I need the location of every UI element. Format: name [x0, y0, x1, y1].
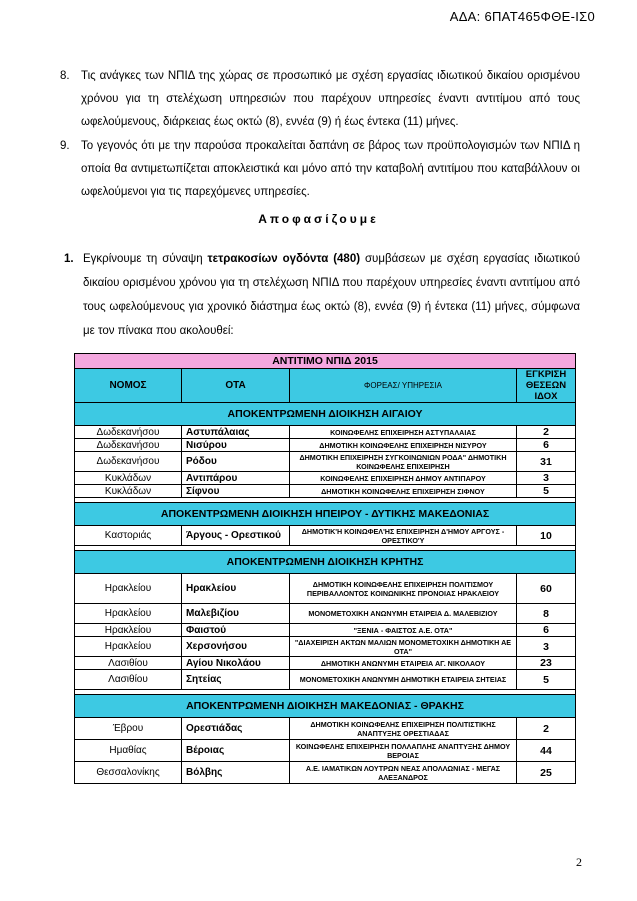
region-row	[75, 503, 576, 526]
item-number: 8.	[60, 70, 70, 82]
ada-code: ΑΔΑ: 6ΠΑΤ465ΦΘΕ-ΙΣ0	[449, 9, 595, 24]
table-row	[75, 657, 576, 670]
count-cell: 5	[517, 485, 576, 498]
table-row	[75, 485, 576, 498]
item-8	[60, 65, 580, 134]
count-cell: 2	[517, 718, 576, 740]
count-cell: 3	[517, 637, 576, 657]
foreas-cell: ΔΗΜΟΤΙΚΗ ΚΟΙΝΩΦΕΛΗΣ ΕΠΙΧΕΙΡΗΣΗ ΠΟΛΙΤΙΣΤΙΚΗΣ ΑΝΑΠΤΥΞΗΣ ΟΡΕΣΤΙΑΔΑΣ	[290, 718, 517, 740]
count-cell: 25	[517, 762, 576, 784]
ota-cell: Μαλεβιζίου	[182, 604, 290, 624]
ota-cell: Βέροιας	[182, 740, 290, 762]
nomos-cell: Δωδεκανήσου	[75, 439, 182, 452]
region-name: ΑΠΟΚΕΝΤΡΩΜΕΝΗ ΔΙΟΙΚΗΣΗ ΗΠΕΙΡΟΥ - ΔΥΤΙΚΗΣ ΜΑΚΕΔΟΝΙΑΣ	[75, 503, 576, 526]
ota-cell: Ορεστιάδας	[182, 718, 290, 740]
ota-cell: Σητείας	[182, 670, 290, 690]
decision-text	[83, 247, 580, 343]
nomos-cell: Δωδεκανήσου	[75, 452, 182, 472]
column-header-count: ΕΓΚΡΙΣΗ ΘΕΣΕΩΝ ΙΔΟΧ	[517, 369, 576, 403]
table-row	[75, 452, 576, 472]
decision-number: 1.	[64, 253, 74, 265]
page-number: 2	[576, 855, 582, 869]
foreas-cell: ΚΟΙΝΩΦΕΛΗΣ ΕΠΙΧΕΙΡΗΣΗ ΔΗΜΟΥ ΑΝΤΙΠΑΡΟΥ	[290, 472, 517, 485]
table-row	[75, 670, 576, 690]
decision-paragraph	[58, 247, 580, 343]
positions-table	[74, 353, 576, 784]
nomos-cell: Λασιθίου	[75, 657, 182, 670]
ota-cell: Αντιπάρου	[182, 472, 290, 485]
region-row	[75, 403, 576, 426]
foreas-cell: ΚΟΙΝΩΦΕΛΗΣ ΕΠΙΧΕΙΡΗΣΗ ΠΟΛΛΑΠΛΗΣ ΑΝΑΠΤΥΞΗΣ ΔΗΜΟΥ ΒΕΡΟΙΑΣ	[290, 740, 517, 762]
region-name: ΑΠΟΚΕΝΤΡΩΜΕΝΗ ΔΙΟΙΚΗΣΗ ΜΑΚΕΔΟΝΙΑΣ - ΘΡΑΚΗΣ	[75, 695, 576, 718]
foreas-cell: ΜΟΝΟΜΕΤΟΧΙΚΗ ΑΝΩΝΥΜΗ ΔΗΜΟΤΙΚΗ ΕΤΑΙΡΕΙΑ ΣΗΤΕΙΑΣ	[290, 670, 517, 690]
foreas-cell: "ΔΙΑΧΕΙΡΙΣΗ ΑΚΤΩΝ ΜΑΛΙΩΝ ΜΟΝΟΜΕΤΟΧΙΚΗ ΔΗΜΟΤΙΚΗ ΑΕ ΟΤΑ"	[290, 637, 517, 657]
decision-text-post: συμβάσεων με σχέση εργασίας ιδιωτικού δικαίου ορισμένου χρόνου για τη στελέχωση ΝΠΙΔ που παρέχουν υπηρεσίες έναντι αντιτίμου από τους ωφελούμενους για χρονικό διάστημα έως οκτώ (8), εννέα (9) ή έντεκα (11) μήνες, σύμφωνα με τον πίνακα που ακολουθεί:	[83, 253, 580, 337]
table-header-row	[75, 369, 576, 403]
nomos-cell: Ηρακλείου	[75, 624, 182, 637]
nomos-cell: Έβρου	[75, 718, 182, 740]
foreas-cell: ΔΗΜΟΤΙΚΗ ΚΟΙΝΩΦΕΛΗΣ ΕΠΙΧΕΙΡΗΣΗ ΣΙΦΝΟΥ	[290, 485, 517, 498]
foreas-cell: ΔΗΜΟΤΙΚΗ ΚΟΙΝΩΦΕΛΗΣ ΕΠΙΧΕΙΡΗΣΗ ΝΙΣΥΡΟΥ	[290, 439, 517, 452]
ota-cell: Άργους - Ορεστικού	[182, 526, 290, 546]
item-text: Τις ανάγκες των ΝΠΙΔ της χώρας σε προσωπικό με σχέση εργασίας ιδιωτικού δικαίου ορισμένου χρόνου για τη στελέχωση υπηρεσιών που παρέχουν υπηρεσίες έναντι αντιτίμου από τους ωφελούμενους, διάρκειας έως οκτώ (8), εννέα (9) ή έως έντεκα (11) μήνες.	[81, 70, 580, 128]
table-row	[75, 472, 576, 485]
ota-cell: Χερσονήσου	[182, 637, 290, 657]
table-row	[75, 637, 576, 657]
region-row	[75, 551, 576, 574]
foreas-cell: ΔΗΜΟΤΙΚΗ ΑΝΩΝΥΜΗ ΕΤΑΙΡΕΙΑ ΑΓ. ΝΙΚΟΛΑΟΥ	[290, 657, 517, 670]
ota-cell: Σίφνου	[182, 485, 290, 498]
column-header-nomos: ΝΟΜΟΣ	[75, 369, 182, 403]
count-cell: 6	[517, 624, 576, 637]
count-cell: 10	[517, 526, 576, 546]
decision-text-pre: Εγκρίνουμε τη σύναψη	[83, 253, 208, 265]
table-title-row	[75, 354, 576, 369]
decide-heading: Αποφασίζουμε	[258, 212, 379, 226]
ota-cell: Αγίου Νικολάου	[182, 657, 290, 670]
table-row	[75, 574, 576, 604]
item-text: Το γεγονός ότι με την παρούσα προκαλείται δαπάνη σε βάρος των προϋπολογισμών των ΝΠΙΔ η οποία θα αντιμετωπίζεται αποκλειστικά και μόνο από την καταβολή αντιτίμου που καταβάλλουν οι ωφελούμενοι για τις παρεχόμενες υπηρεσίες.	[81, 140, 580, 198]
item-9	[60, 135, 580, 204]
ota-cell: Νισύρου	[182, 439, 290, 452]
nomos-cell: Θεσσαλονίκης	[75, 762, 182, 784]
table-row	[75, 526, 576, 546]
count-cell: 3	[517, 472, 576, 485]
ota-cell: Φαιστού	[182, 624, 290, 637]
table-row	[75, 740, 576, 762]
foreas-cell: ΔΗΜΟΤΙΚΗ ΕΠΙΧΕΙΡΗΣΗ ΣΥΓΚΟΙΝΩΝΙΩΝ ΡΟΔΑ" ΔΗΜΟΤΙΚΗ ΚΟΙΝΩΦΕΛΗΣ ΕΠΙΧΕΙΡΗΣΗ	[290, 452, 517, 472]
count-cell: 31	[517, 452, 576, 472]
ota-cell: Αστυπάλαιας	[182, 426, 290, 439]
table-title: ΑΝΤΙΤΙΜΟ ΝΠΙΔ 2015	[75, 354, 576, 369]
table-row	[75, 762, 576, 784]
foreas-cell: ΚΟΙΝΩΦΕΛΗΣ ΕΠΙΧΕΙΡΗΣΗ ΑΣΤΥΠΑΛΑΙΑΣ	[290, 426, 517, 439]
nomos-cell: Κυκλάδων	[75, 472, 182, 485]
count-cell: 44	[517, 740, 576, 762]
count-cell: 5	[517, 670, 576, 690]
count-cell: 23	[517, 657, 576, 670]
nomos-cell: Δωδεκανήσου	[75, 426, 182, 439]
table-row	[75, 624, 576, 637]
ota-cell: Ηρακλείου	[182, 574, 290, 604]
nomos-cell: Κυκλάδων	[75, 485, 182, 498]
ota-cell: Βόλβης	[182, 762, 290, 784]
nomos-cell: Ηρακλείου	[75, 574, 182, 604]
foreas-cell: ΔΗΜΟΤΙΚ'Η ΚΟΙΝΩΦΕΛ'ΗΣ ΕΠΙΧΕΙΡΗΣΗ Δ'ΗΜΟΥ ΑΡΓΟΥΣ - ΟΡΕΣΤΙΚΟ'Υ	[290, 526, 517, 546]
foreas-cell: "ΞΕΝΙΑ - ΦΑΙΣΤΟΣ Α.Ε. ΟΤΑ"	[290, 624, 517, 637]
column-header-ota: ΟΤΑ	[182, 369, 290, 403]
nomos-cell: Ημαθίας	[75, 740, 182, 762]
table-row	[75, 718, 576, 740]
nomos-cell: Λασιθίου	[75, 670, 182, 690]
foreas-cell: ΔΗΜΟΤΙΚΗ ΚΟΙΝΩΦΕΛΗΣ ΕΠΙΧΕΙΡΗΣΗ ΠΟΛΙΤΙΣΜΟΥ ΠΕΡΙΒΑΛΛΟΝΤΟΣ ΚΟΙΝΩΝΙΚΗΣ ΠΡΟΝΟΙΑΣ ΗΡΑΚΛΕΙΟΥ	[290, 574, 517, 604]
count-cell: 8	[517, 604, 576, 624]
positions-table-body	[75, 354, 576, 784]
nomos-cell: Ηρακλείου	[75, 604, 182, 624]
nomos-cell: Ηρακλείου	[75, 637, 182, 657]
count-cell: 60	[517, 574, 576, 604]
table-row	[75, 604, 576, 624]
count-cell: 6	[517, 439, 576, 452]
foreas-cell: Α.Ε. ΙΑΜΑΤΙΚΩΝ ΛΟΥΤΡΩΝ ΝΕΑΣ ΑΠΟΛΛΩΝΙΑΣ - ΜΕΓΑΣ ΑΛΕΞΑΝΔΡΟΣ	[290, 762, 517, 784]
region-name: ΑΠΟΚΕΝΤΡΩΜΕΝΗ ΔΙΟΙΚΗΣΗ ΑΙΓΑΙΟΥ	[75, 403, 576, 426]
nomos-cell: Καστοριάς	[75, 526, 182, 546]
item-number: 9.	[60, 140, 70, 152]
decision-text-bold: τετρακοσίων ογδόντα (480)	[207, 253, 361, 265]
count-cell: 2	[517, 426, 576, 439]
table-row	[75, 426, 576, 439]
foreas-cell: ΜΟΝΟΜΕΤΟΧΙΚΗ ΑΝΩΝΥΜΗ ΕΤΑΙΡΕΙΑ Δ. ΜΑΛΕΒΙΖΙΟΥ	[290, 604, 517, 624]
region-name: ΑΠΟΚΕΝΤΡΩΜΕΝΗ ΔΙΟΙΚΗΣΗ ΚΡΗΤΗΣ	[75, 551, 576, 574]
column-header-foreas: ΦΟΡΕΑΣ/ ΥΠΗΡΕΣΙΑ	[290, 369, 517, 403]
table-row	[75, 439, 576, 452]
ota-cell: Ρόδου	[182, 452, 290, 472]
region-row	[75, 695, 576, 718]
